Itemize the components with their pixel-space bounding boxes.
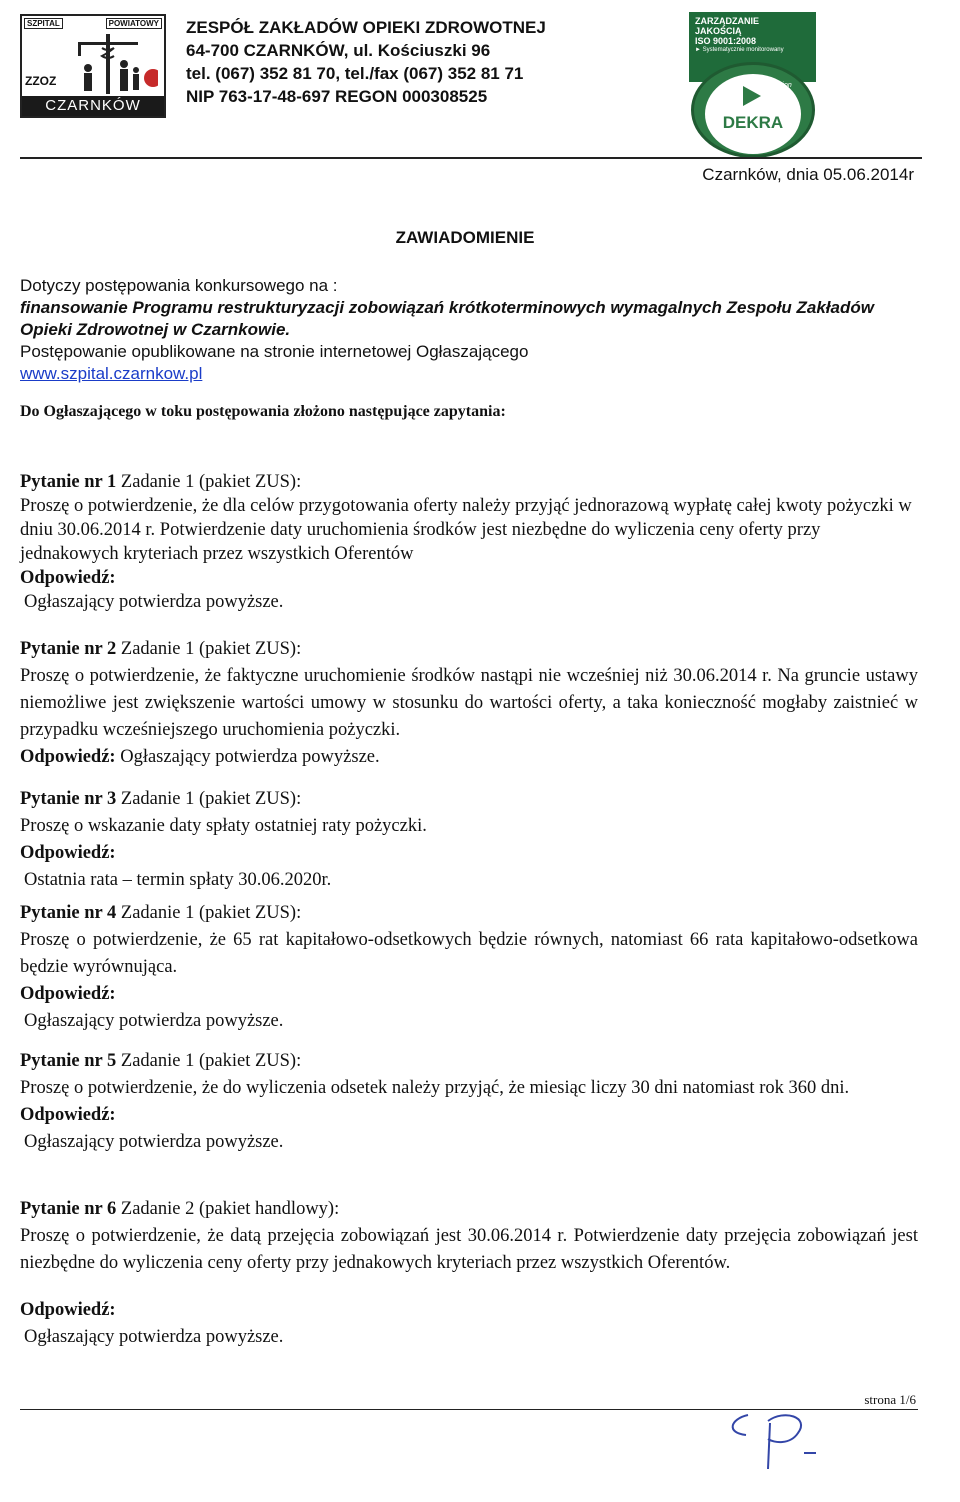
question-block-5 <box>20 1048 918 1156</box>
question-task: Zadanie 2 (pakiet handlowy): <box>116 1199 340 1219</box>
cert-ring-text: DEKRA Certification <box>729 82 792 89</box>
hospital-people-icon <box>58 34 158 96</box>
intro-text: Do Ogłaszającego w toku postępowania złożono następujące zapytania: <box>20 403 506 420</box>
subject-block <box>20 275 920 385</box>
question-block-4 <box>20 900 918 1035</box>
answer-text: Ogłaszający potwierdza powyższe. <box>24 592 284 612</box>
org-tax-ids: NIP 763-17-48-697 REGON 000308525 <box>186 87 488 106</box>
cert-line-3: ISO 9001:2008 <box>695 36 757 46</box>
organization-details <box>186 16 546 108</box>
logo-tag-left: SZPITAL <box>24 18 63 29</box>
question-label: Pytanie nr 3 <box>20 789 117 809</box>
published-note: Postępowanie opublikowane na stronie internetowej Ogłaszającego <box>20 342 529 361</box>
question-task: Zadanie 1 (pakiet ZUS): <box>116 903 302 923</box>
cert-small-text: ► Systematycznie monitorowany <box>695 47 784 53</box>
cert-line-2: JAKOŚCIĄ <box>695 26 742 36</box>
answer-label: Odpowiedź: <box>20 568 116 588</box>
handwritten-initial-icon <box>724 1403 824 1475</box>
question-label: Pytanie nr 6 <box>20 1199 117 1219</box>
answer-label: Odpowiedź: <box>20 843 116 863</box>
logo-city: CZARNKÓW <box>22 96 164 116</box>
answer-text: Ogłaszający potwierdza powyższe. <box>24 1327 284 1347</box>
org-phone: tel. (067) 352 81 70, tel./fax (067) 352 81 71 <box>186 64 524 83</box>
question-text: Proszę o potwierdzenie, że 65 rat kapitałowo-odsetkowych będzie równych, natomiast 66 rata kapitałowo-odsetkowa będzie wyrównująca. <box>20 930 918 977</box>
logo-abbrev: ZZOZ <box>25 74 57 88</box>
dekra-certification-logo <box>689 12 816 158</box>
question-text: Proszę o potwierdzenie, że dla celów przygotowania oferty należy przyjąć jednorazową wypłatę całej kwoty pożyczki w dniu 30.06.2014 r. Potwierdzenie daty uruchomienia środków jest niezbędne do wyliczenia ceny oferty przy jednakowych kryteriach przez wszystkich Oferentów <box>20 496 912 564</box>
subject-line: Dotyczy postępowania konkursowego na : <box>20 276 338 295</box>
page-number: strona 1/6 <box>864 1392 916 1407</box>
answer-text: Ogłaszający potwierdza powyższe. <box>24 1132 284 1152</box>
logo-tag-right: POWIATOWY <box>106 18 162 29</box>
answer-text: Ogłaszający potwierdza powyższe. <box>120 747 380 767</box>
answer-text: Ogłaszający potwierdza powyższe. <box>24 1011 284 1031</box>
play-arrow-icon <box>743 86 761 106</box>
document-date: Czarnków, dnia 05.06.2014r <box>702 165 914 184</box>
question-task: Zadanie 1 (pakiet ZUS): <box>116 639 302 659</box>
org-address: 64-700 CZARNKÓW, ul. Kościuszki 96 <box>186 41 491 60</box>
answer-label: Odpowiedź: <box>20 1300 116 1320</box>
question-block-1 <box>20 470 918 614</box>
org-name: ZESPÓŁ ZAKŁADÓW OPIEKI ZDROWOTNEJ <box>186 18 546 37</box>
question-text: Proszę o potwierdzenie, że do wyliczenia odsetek należy przyjąć, że miesiąc liczy 30 dni natomiast rok 360 dni. <box>20 1078 850 1098</box>
question-task: Zadanie 1 (pakiet ZUS): <box>116 1051 302 1071</box>
subject-title: finansowanie Programu restrukturyzacji zobowiązań krótkoterminowych wymagalnych Zespołu Zakładów Opieki Zdrowotnej w Czarnkowie. <box>20 298 874 339</box>
question-block-3 <box>20 786 918 894</box>
answer-label: Odpowiedź: <box>20 984 116 1004</box>
question-label: Pytanie nr 1 <box>20 472 117 492</box>
spacer <box>20 1277 918 1297</box>
answer-label: Odpowiedź: <box>20 747 116 767</box>
question-label: Pytanie nr 2 <box>20 639 117 659</box>
question-label: Pytanie nr 4 <box>20 903 117 923</box>
question-block-6 <box>20 1196 918 1351</box>
question-label: Pytanie nr 5 <box>20 1051 117 1071</box>
question-text: Proszę o wskazanie daty spłaty ostatniej raty pożyczki. <box>20 816 427 836</box>
hospital-logo <box>20 14 166 118</box>
question-block-2 <box>20 636 918 771</box>
cert-bottom-text: certyfikat <box>739 140 768 147</box>
question-text: Proszę o potwierdzenie, że datą przejęcia zobowiązań jest 30.06.2014 r. Potwierdzenie daty przejęcia zobowiązań jest niezbędne do wyliczenia ceny oferty przy jednakowych kryteriach przez wszystkich Oferentów. <box>20 1226 918 1273</box>
answer-label: Odpowiedź: <box>20 1105 116 1125</box>
question-task: Zadanie 1 (pakiet ZUS): <box>116 789 302 809</box>
cert-line-1: ZARZĄDZANIE <box>695 16 759 26</box>
website-link[interactable]: www.szpital.czarnkow.pl <box>20 364 203 383</box>
cert-brand: DEKRA <box>722 113 784 132</box>
question-text: Proszę o potwierdzenie, że faktyczne uruchomienie środków nastąpi nie wcześniej niż 30.06.2014 r. Na gruncie ustawy niemożliwe jest zwiększenie wartości umowy w stosunku do wartości oferty, a taka konieczność mogłaby zaistnieć w przypadku wcześniejszego uruchomienia pożyczki. <box>20 666 918 740</box>
header-divider <box>20 157 922 159</box>
document-title: ZAWIADOMIENIE <box>395 228 535 247</box>
question-task: Zadanie 1 (pakiet ZUS): <box>116 472 302 492</box>
answer-text: Ostatnia rata – termin spłaty 30.06.2020r. <box>24 870 332 890</box>
